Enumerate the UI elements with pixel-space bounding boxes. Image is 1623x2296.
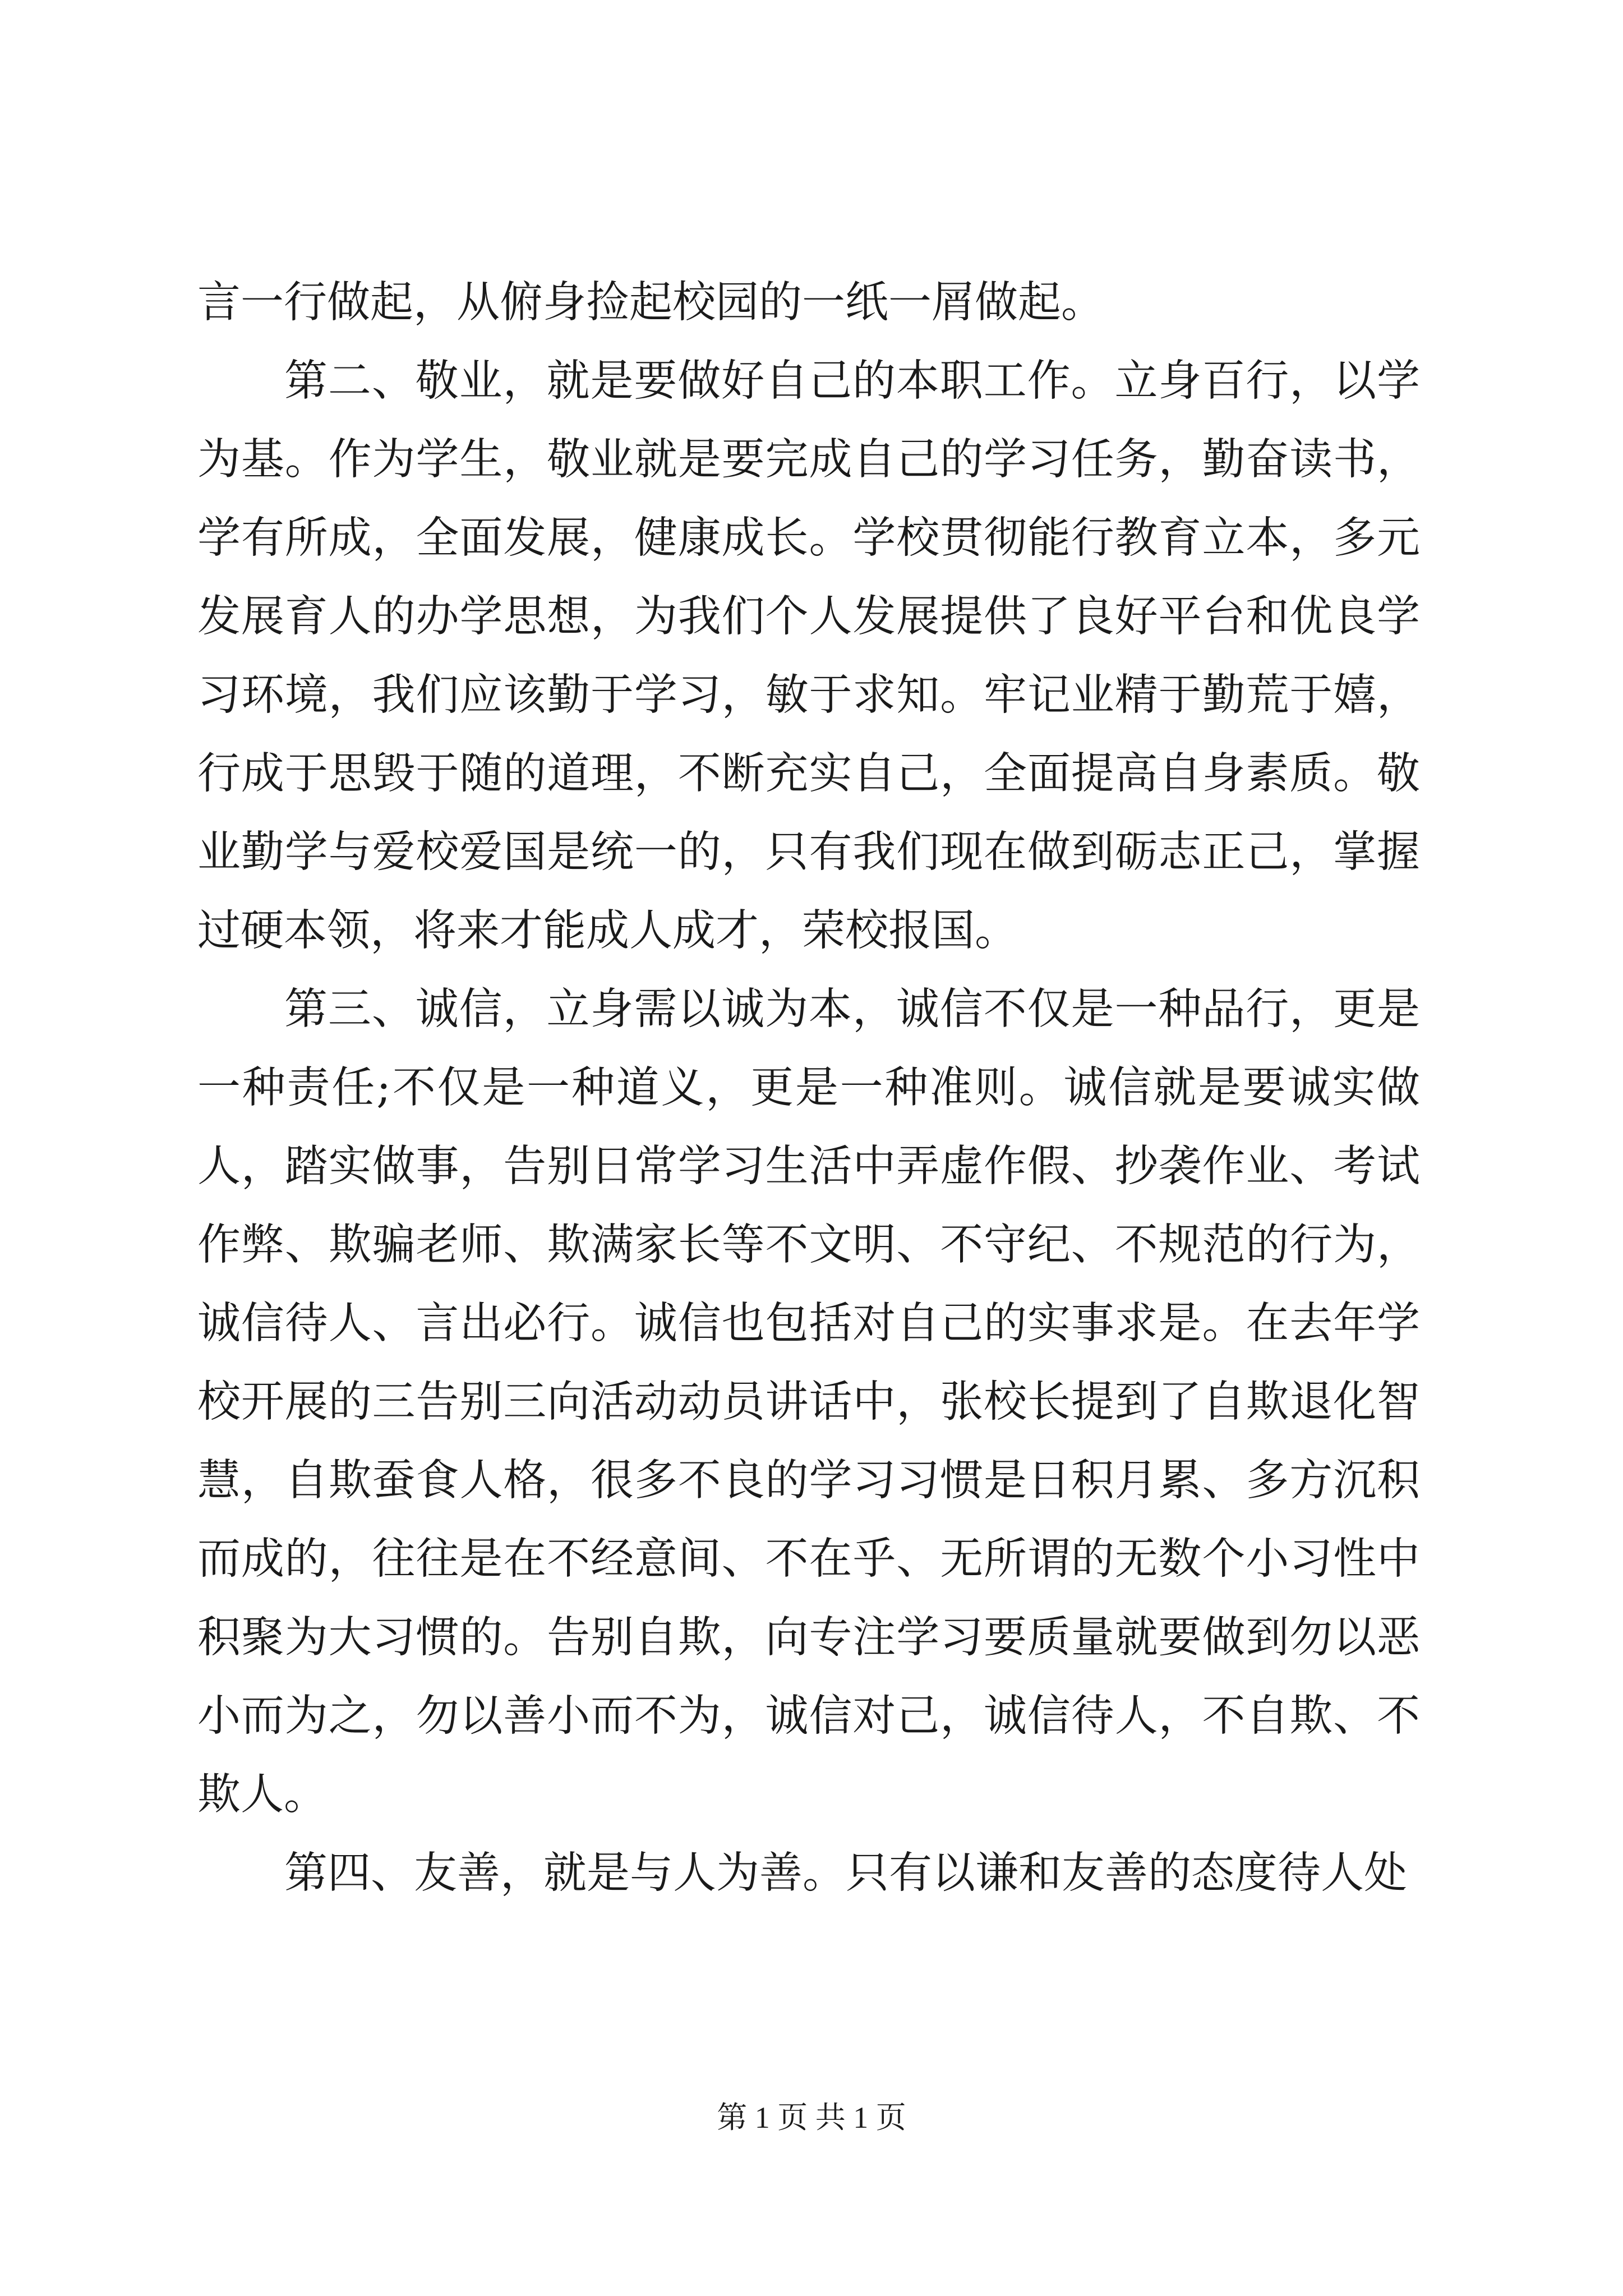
document-body <box>197 264 1420 1913</box>
page-number-label: 第 1 页 共 1 页 <box>717 2101 906 2134</box>
paragraph-4: 第四、友善，就是与人为善。只有以谦和友善的态度待人处 <box>284 1848 1407 1898</box>
paragraph-1: 言一行做起，从俯身捡起校园的一纸一屑做起。 <box>197 278 1104 328</box>
page-footer <box>0 2098 1623 2137</box>
paragraph-3: 第三、诚信，立身需以诚为本，诚信不仅是一种品行，更是一种责任;不仅是一种道义，更是一种准则。诚信就是要诚实做人，踏实做事，告别日常学习生活中弄虚作假、抄袭作业、考试作弊、欺骗老师、欺满家长等不文明、不守纪、不规范的行为，诚信待人、言出必行。诚信也包括对自己的实事求是。在去年学校开展的三告别三向活动动员讲话中，张校长提到了自欺退化智慧，自欺蚕食人格，很多不良的学习习惯是日积月累、多方沉积而成的，往往是在不经意间、不在乎、无所谓的无数个小习性中积聚为大习惯的。告别自欺，向专注学习要质量就要做到勿以恶小而为之，勿以善小而不为，诚信对己，诚信待人，不自欺、不欺人。 <box>197 984 1420 1820</box>
paragraph-2: 第二、敬业，就是要做好自己的本职工作。立身百行，以学为基。作为学生，敬业就是要完成自己的学习任务，勤奋读书，学有所成，全面发展，健康成长。学校贯彻能行教育立本，多元发展育人的办学思想，为我们个人发展提供了良好平台和优良学习环境，我们应该勤于学习，敏于求知。牢记业精于勤荒于嬉，行成于思毁于随的道理，不断充实自己，全面提高自身素质。敬业勤学与爱校爱国是统一的，只有我们现在做到砺志正己，掌握过硬本领，将来才能成人成才，荣校报国。 <box>197 356 1420 956</box>
